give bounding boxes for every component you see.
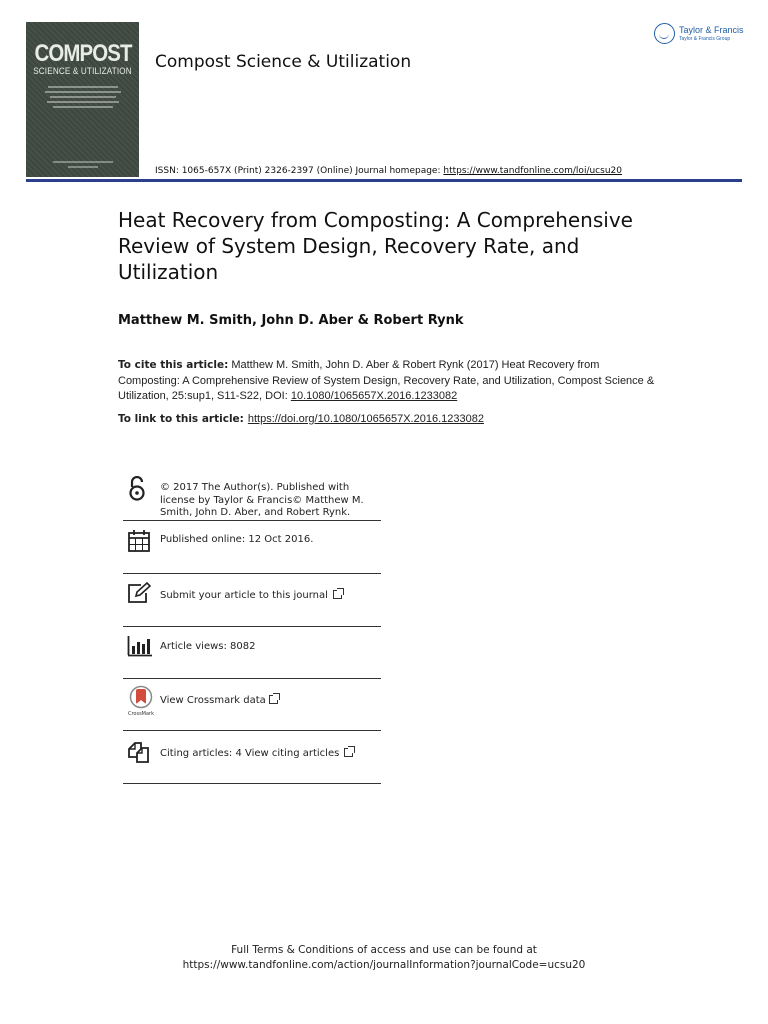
footer-terms-link[interactable]: https://www.tandfonline.com/action/journalInformation?journalCode=ucsu20 <box>182 959 586 971</box>
publisher-name: Taylor & Francis <box>679 25 744 35</box>
submit-article-link[interactable]: Submit your article to this journal <box>160 590 342 603</box>
bar-chart-icon <box>127 635 153 657</box>
article-views-row <box>123 627 381 679</box>
published-online-row <box>123 521 381 574</box>
footer-line-1: Full Terms & Conditions of access and use can be found at <box>231 944 537 956</box>
cite-text: Matthew M. Smith, John D. Aber & Robert Rynk (2017) Heat Recovery from Composting: A Comprehensive Review of System Design, Recovery Rate, and Utilization, Compost Science & Utilization, 25:sup1, S11-S22, DOI: <box>118 359 655 402</box>
article-title: Heat Recovery from Composting: A Comprehensive Review of System Design, Recovery Rate, and Utilization <box>118 208 633 284</box>
cite-doi-link[interactable]: 10.1080/1065657X.2016.1233082 <box>290 390 458 402</box>
article-info-panel <box>123 473 381 784</box>
published-online-text: Published online: 12 Oct 2016. <box>160 534 314 545</box>
citing-articles-link[interactable]: Citing articles: 4 View citing articles <box>160 748 353 761</box>
crossmark-icon-label: CrossMark <box>127 711 155 717</box>
submit-article-row[interactable] <box>123 574 381 627</box>
taylor-francis-icon <box>654 23 675 44</box>
issn-text: ISSN: 1065-657X (Print) 2326-2397 (Online) Journal homepage: <box>155 166 444 176</box>
cite-label: To cite this article: <box>118 359 229 371</box>
open-access-icon <box>127 476 147 502</box>
header-divider <box>26 179 742 182</box>
cover-title: COMPOST <box>34 40 132 67</box>
edit-icon <box>127 582 151 604</box>
citing-articles-row[interactable] <box>123 731 381 784</box>
calendar-icon <box>127 529 151 553</box>
citing-articles-icon <box>127 740 151 764</box>
crossmark-row[interactable] <box>123 679 381 731</box>
article-link-line <box>118 413 484 425</box>
terms-footer <box>0 943 768 973</box>
article-doi-link[interactable]: https://doi.org/10.1080/1065657X.2016.1233082 <box>247 413 484 425</box>
crossmark-link[interactable]: View Crossmark data <box>160 695 278 708</box>
journal-cover-image <box>26 22 139 177</box>
publisher-group: Taylor & Francis Group <box>679 36 731 42</box>
citation-block <box>118 358 663 405</box>
article-views-text: Article views: 8082 <box>160 641 256 652</box>
journal-homepage-link[interactable]: https://www.tandfonline.com/loi/ucsu20 <box>443 166 622 176</box>
external-link-icon <box>333 590 342 599</box>
license-text: © 2017 The Author(s). Published with license by Taylor & Francis© Matthew M. Smith, John D. Aber, and Robert Rynk. <box>160 482 364 518</box>
article-authors: Matthew M. Smith, John D. Aber & Robert Rynk <box>118 313 464 328</box>
license-row <box>123 473 381 521</box>
external-link-icon <box>269 695 278 704</box>
link-label: To link to this article: <box>118 413 244 425</box>
issn-line <box>155 166 622 176</box>
cover-subtitle: SCIENCE & UTILIZATION <box>33 66 132 76</box>
publisher-logo[interactable] <box>654 22 746 48</box>
external-link-icon <box>344 748 353 757</box>
crossmark-icon <box>127 685 155 717</box>
journal-name: Compost Science & Utilization <box>155 52 412 72</box>
